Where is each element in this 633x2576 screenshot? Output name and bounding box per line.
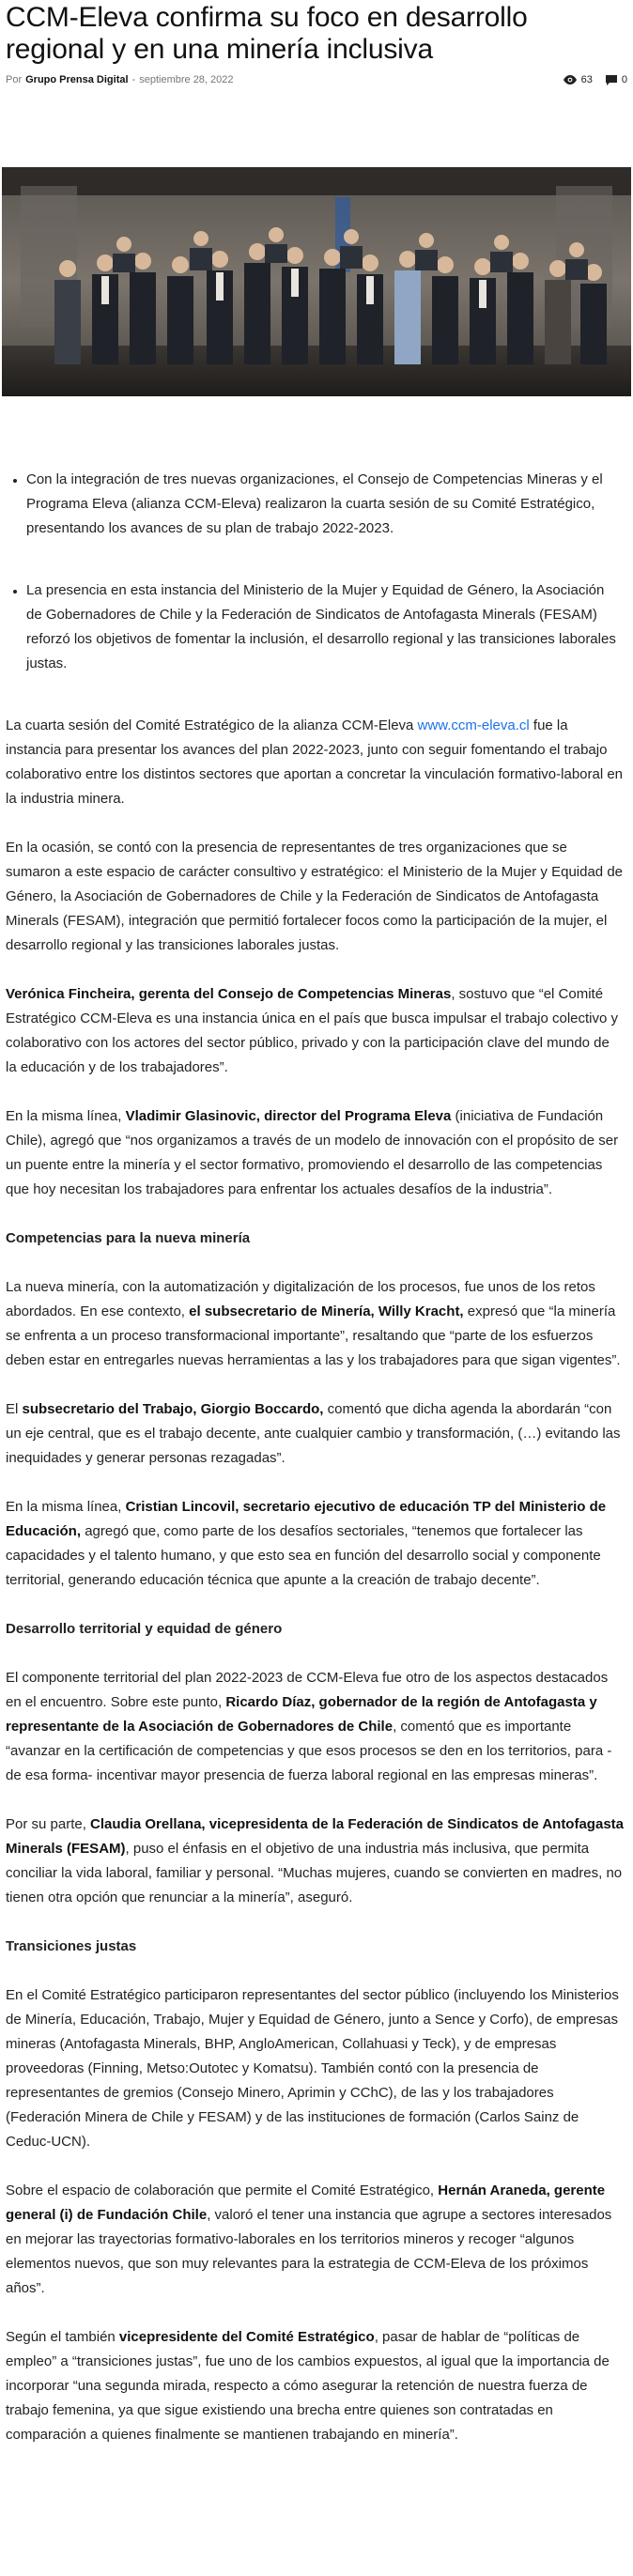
speaker-name: Ricardo Díaz, gobernador de la región de Antofagasta y representante de la Asociación de Gobernadores de Chile xyxy=(6,1694,597,1735)
section-heading: Competencias para la nueva minería xyxy=(6,1230,251,1246)
byline-separator: - xyxy=(131,74,136,85)
paragraph xyxy=(6,2179,624,2301)
article-body xyxy=(0,714,633,2447)
comment-icon xyxy=(606,75,617,85)
comments-count: 0 xyxy=(621,74,627,85)
paragraph xyxy=(6,1812,624,1910)
views-counter xyxy=(564,74,593,85)
author-link[interactable]: Grupo Prensa Digital xyxy=(25,74,129,85)
section-heading: Desarrollo territorial y equidad de género xyxy=(6,1621,283,1637)
paragraph xyxy=(6,1495,624,1593)
text: , puso el énfasis en el objetivo de una industria más inclusiva, que permita conciliar la vida laboral, familiar y personal. “Muchas mujeres, cuando se convierten en madres, no tienen otra opción que renunciar a la minería”, aseguró. xyxy=(6,1841,623,1905)
text: Sobre el espacio de colaboración que permite el Comité Estratégico, xyxy=(6,2183,439,2198)
text: Según el también xyxy=(6,2329,119,2345)
paragraph xyxy=(6,1397,624,1471)
paragraph xyxy=(6,1275,624,1373)
text: , comentó que es importante “avanzar en la certificación de competencias y que esos procesos se den en los territorios, para -de esa forma- incentivar mayor presencia de fuerza laboral regional en las empresas mineras”. xyxy=(6,1719,612,1783)
speaker-name: Vladimir Glasinovic, director del Programa Eleva xyxy=(125,1108,452,1124)
by-label: Por xyxy=(6,74,23,85)
views-count: 63 xyxy=(580,74,593,85)
eye-icon xyxy=(564,75,577,85)
text: , sostuvo que “el Comité Estratégico CCM-Eleva es una instancia única en el país que busca impulsar el trabajo colectivo y colaborativo con los actores del sector público, privado y con la participación clave del mundo de la educación y de los trabajadores”. xyxy=(6,986,619,1075)
text: Por su parte, xyxy=(6,1816,91,1832)
speaker-name: vicepresidente del Comité Estratégico xyxy=(118,2329,375,2345)
text: En la misma línea, xyxy=(6,1499,126,1515)
text: agregó que, como parte de los desafíos sectoriales, “tenemos que fortalecer las capacidades y el talento humano, y que esto sea en función del desarrollo social y componente territorial, generando educación técnica que apunte a la creación de trabajo decente”. xyxy=(6,1523,601,1588)
summary-bullet: • Con la integración de tres nuevas organizaciones, el Consejo de Competencias Mineras y el Programa Eleva (alianza CCM-Eleva) realizaron la cuarta sesión de su Comité Estratégico, presentando los avances de su plan de trabajo 2022-2023. xyxy=(26,468,622,541)
article-photo xyxy=(2,167,631,396)
speaker-name: Cristian Lincovil, secretario ejecutivo de educación TP del Ministerio de Educación, xyxy=(6,1499,607,1539)
speaker-name: Hernán Araneda, gerente general (i) de Fundación Chile xyxy=(6,2183,606,2223)
paragraph xyxy=(6,2325,624,2447)
text: El xyxy=(6,1401,23,1417)
text: comentó que dicha agenda la abordarán “con un eje central, que es el trabajo decente, ante cualquier cambio y transformación, (…) evitando las inequidades y generar personas rezagadas”. xyxy=(6,1401,621,1466)
paragraph xyxy=(6,982,624,1080)
paragraph xyxy=(6,1104,624,1202)
paragraph: En el Comité Estratégico participaron representantes del sector público (incluyendo los Ministerios de Minería, Educación, Trabajo, Mujer y Equidad de Género, junto a Sence y Corfo), de empresas mineras (Antofagasta Minerals, BHP, AngloAmerican, Collahuasi y Teck), y de empresas proveedoras (Finning, Metso:Outotec y Komatsu). También contó con la presencia de representantes de gremios (Consejo Minero, Aprimin y CChC), de las y los trabajadores (Federación Minera de Chile y FESAM) y de las instituciones de formación (Carlos Sainz de Ceduc-UCN). xyxy=(6,1987,619,2150)
publish-date: septiembre 28, 2022 xyxy=(139,74,234,85)
text: El componente territorial del plan 2022-2023 de CCM-Eleva fue otro de los aspectos destacados en el encuentro. Sobre este punto, xyxy=(6,1670,609,1710)
article-meta xyxy=(0,66,633,88)
speaker-name: Verónica Fincheira, gerenta del Consejo de Competencias Mineras xyxy=(6,986,452,1002)
article-title: CCM-Eleva confirma su foco en desarrollo regional y en una minería inclusiva xyxy=(6,2,528,65)
article-stats xyxy=(564,74,627,85)
text: , valoró el tener una instancia que agrupe a sectores interesados en mejorar las trayectorias formativo-laborales en los territorios mineros y recoger “algunos elementos nuevos, que son muy relevantes para la estrategia de CCM-Eleva de los próximos años”. xyxy=(6,2207,612,2296)
text: (iniciativa de Fundación Chile), agregó que “nos organizamos a través de un modelo de innovación con el propósito de ser un puente entre la minería y el sector formativo, promoviendo el desarrollo de las competencias que hoy necesitan los trabajadores para enfrentar los actuales desafíos de la industria”. xyxy=(6,1108,619,1197)
summary-bullet: • La presencia en esta instancia del Ministerio de la Mujer y Equidad de Género, la Asociación de Gobernadores de Chile y la Federación de Sindicatos de Antofagasta Minerals (FESAM) reforzó los objetivos de fomentar la inclusión, el desarrollo regional y las transiciones laborales justas. xyxy=(26,578,622,676)
text: expresó que “la minería se enfrenta a un proceso transformacional importante”, resaltando que “parte de los esfuerzos deben estar en entregarles nuevas herramientas a las y los trabajadores para que sigan vigentes”. xyxy=(6,1303,621,1368)
text: , pasar de hablar de “políticas de empleo” a “transiciones justas”, fue uno de los cambios expuestos, al igual que la importancia de incorporar “una segunda mirada, respecto a cómo asegurar la retención de nuestra fuerza de trabajo femenina, ya que sigue existiendo una brecha entre quienes son contratadas en comparación a quienes finalmente se mantienen trabajando en minería”. xyxy=(6,2329,610,2443)
paragraph xyxy=(6,714,624,811)
paragraph: En la ocasión, se contó con la presencia de representantes de tres organizaciones que se sumaron a este espacio de carácter consultivo y estratégico: el Ministerio de la Mujer y Equidad de Género, la Asociación de Gobernadores de Chile y la Federación de Sindicatos de Antofagasta Minerals (FESAM), integración que permitió fortalecer focos como la participación de la mujer, el desarrollo regional y las transiciones laborales justas. xyxy=(6,840,624,953)
byline xyxy=(6,74,234,85)
text: En la misma línea, xyxy=(6,1108,126,1124)
summary-bullets xyxy=(0,468,633,676)
speaker-name: subsecretario del Trabajo, Giorgio Boccardo, xyxy=(22,1401,324,1417)
speaker-name: Claudia Orellana, vicepresidenta de la Federación de Sindicatos de Antofagasta Minerals (FESAM) xyxy=(6,1816,624,1857)
section-heading: Transiciones justas xyxy=(6,1938,137,1954)
ccm-eleva-link[interactable]: www.ccm-eleva.cl xyxy=(417,717,530,733)
text: fue la instancia para presentar los avances del plan 2022-2023, junto con seguir fomentando el trabajo colaborativo entre los distintos sectores que aportan a concretar la vinculación formativo-laboral en la industria minera. xyxy=(6,717,624,807)
comments-counter[interactable] xyxy=(606,74,627,85)
speaker-name: el subsecretario de Minería, Willy Kracht, xyxy=(189,1303,464,1319)
group-photo-image xyxy=(2,167,631,396)
text: La nueva minería, con la automatización y digitalización de los procesos, fue unos de los retos abordados. En ese contexto, xyxy=(6,1279,595,1319)
paragraph xyxy=(6,1666,624,1788)
text: La cuarta sesión del Comité Estratégico de la alianza CCM-Eleva xyxy=(6,717,418,733)
